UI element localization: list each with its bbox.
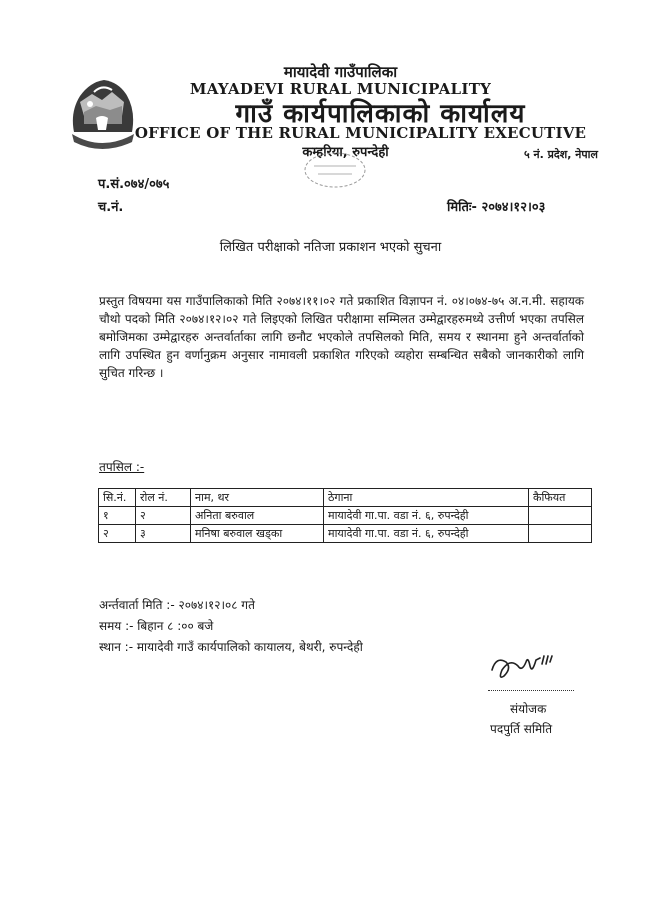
table-cell: २: [136, 507, 191, 525]
dispatch-number: च.नं.: [98, 200, 124, 215]
notice-body: प्रस्तुत विषयमा यस गाउँपालिकाको मिति २०७४।११।०२ गते प्रकाशित विज्ञापन नं. ०४।०७४-७५ अ.न.मी. सहायक चौथो पदको मिति २०७४।१२।०२ गते लिइएको लिखित परीक्षामा सम्मिलत उम्मेद्वारहरुमध्ये उत्तीर्ण भएका तपसिल बमोजिमका उम्मेद्वारहरु अन्तर्वार्ताका लागि छनौट भएकोले तपसिलको मिति, समय र स्थानमा हुने अन्तर्वार्ताको लागि उपस्थित हुन वर्णानुक्रम अनुसार नामावली प्रकाशित गरिएको व्यहोरा सम्बन्धित सबैको जानकारीको लागि सुचित गरिन्छ ।: [99, 294, 584, 380]
interview-time: समय :- बिहान ८ :०० बजे: [99, 619, 214, 633]
reference-number: प.सं.०७४/०७५: [98, 177, 170, 192]
table-cell: [529, 507, 592, 525]
signature-line: [488, 690, 574, 691]
office-name-english: OFFICE OF THE RURAL MUNICIPALITY EXECUTIVE: [134, 124, 587, 142]
province-label: ५ नं. प्रदेश, नेपाल: [524, 148, 598, 161]
column-header: ठेगाना: [324, 489, 529, 507]
office-seal-icon: [300, 150, 370, 190]
column-header: रोल नं.: [136, 489, 191, 507]
office-name-nepali: गाउँ कार्यपालिकाको कार्यालय: [235, 99, 526, 129]
signatory-title: संयोजक: [510, 702, 547, 716]
table-row: [99, 525, 592, 543]
table-row: [99, 507, 592, 525]
notice-date: मितिः- २०७४।१२।०३: [447, 200, 546, 215]
column-header: सि.नं.: [99, 489, 136, 507]
table-cell: मनिषा बरुवाल खड्का: [191, 525, 324, 543]
table-cell: मायादेवी गा.पा. वडा नं. ६, रुपन्देही: [324, 507, 529, 525]
table-cell: १: [99, 507, 136, 525]
office-address: कम्हरिया, रुपन्देही: [302, 145, 389, 160]
table-cell: २: [99, 525, 136, 543]
municipality-name-nepali: मायादेवी गाउँपालिका: [283, 63, 398, 81]
table-cell: ३: [136, 525, 191, 543]
notice-subject: लिखित परीक्षाको नतिजा प्रकाशन भएको सुचना: [219, 240, 442, 255]
interview-date: अर्न्तवार्ता मिति :- २०७४।१२।०८ गते: [99, 598, 255, 612]
signature-icon: [482, 648, 572, 688]
municipality-name-english: MAYADEVI RURAL MUNICIPALITY: [189, 80, 492, 98]
details-label: तपसिल :-: [99, 460, 145, 474]
interview-place: स्थान :- मायादेवी गाउँ कार्यपालिको कायालय, बेथरी, रुपन्देही: [99, 640, 363, 654]
table-cell: मायादेवी गा.पा. वडा नं. ६, रुपन्देही: [324, 525, 529, 543]
table-header-row: [99, 489, 592, 507]
column-header: नाम, थर: [191, 489, 324, 507]
table-cell: [529, 525, 592, 543]
candidate-table: [98, 488, 592, 543]
column-header: कैफियत: [529, 489, 592, 507]
signatory-committee: पदपुर्ति समिति: [490, 722, 553, 736]
table-cell: अनिता बरुवाल: [191, 507, 324, 525]
